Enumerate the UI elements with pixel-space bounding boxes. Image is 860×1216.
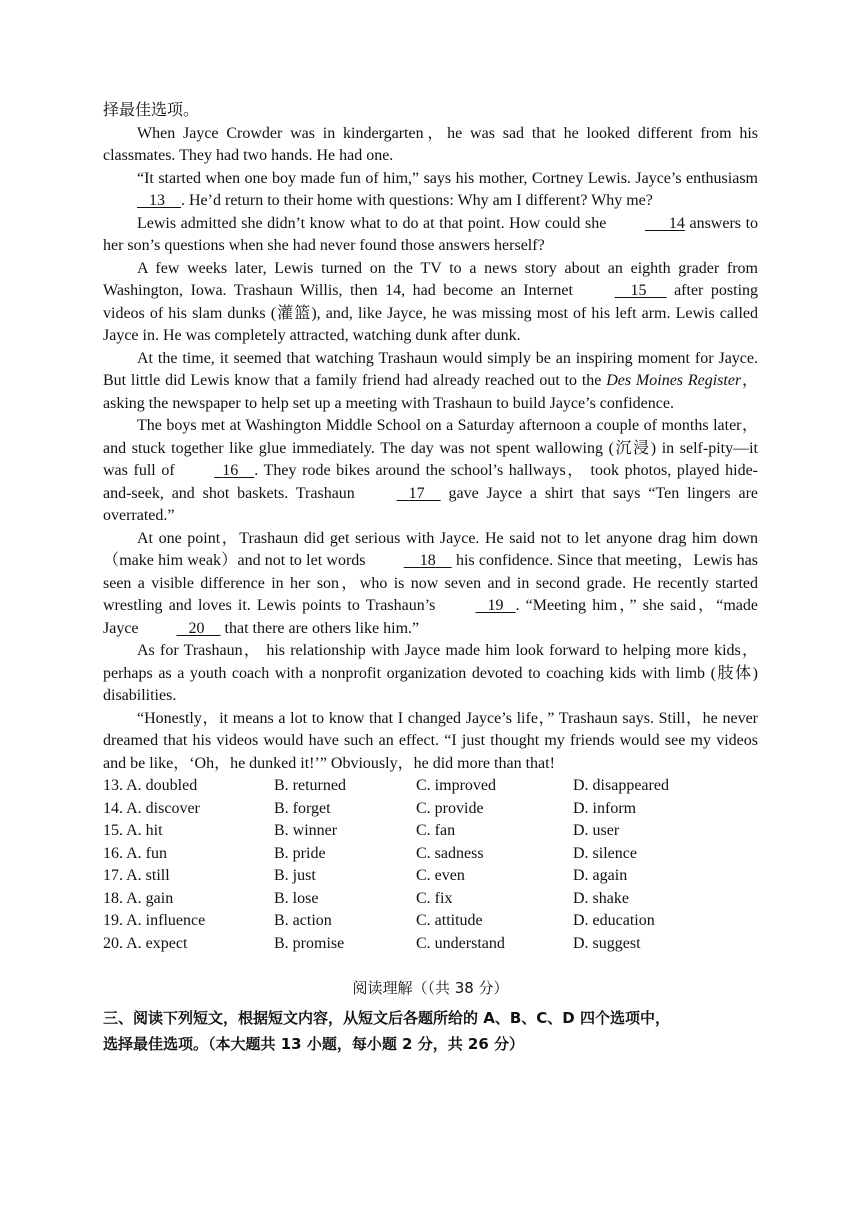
- paragraph-5: [103, 348, 758, 416]
- paragraph-4: [103, 258, 758, 348]
- option-c: C. understand: [416, 934, 505, 952]
- option-row-16: [103, 843, 758, 866]
- option-a: 18. A. gain: [103, 889, 174, 907]
- options-list: [103, 775, 758, 955]
- option-c: C. even: [416, 867, 465, 884]
- paragraph-8: As for Trashaun， his relationship with Jayce made him look forward to helping more kids，perhaps as a youth coach with a nonprofit organization devoted to coaching kids with limb (肢体) disabilities.: [103, 642, 758, 704]
- intro-fragment: 择最佳选项。: [103, 102, 200, 119]
- option-a: 16. A. fun: [103, 844, 167, 862]
- option-row-18: [103, 888, 758, 911]
- option-row-14: [103, 798, 758, 821]
- option-a: 17. A. still: [103, 867, 170, 884]
- text: The boys met at Washington Middle School on a Saturday afternoon a couple of months later， and stuck together like glue immediately. The day was not spent wallowing (沉浸) in self-pity—it was full of: [103, 417, 758, 479]
- option-c: C. attitude: [416, 912, 483, 929]
- blank-18: 18: [419, 552, 436, 569]
- section-title: 阅读理解（（共 38 分）: [352, 979, 509, 997]
- option-b: B. action: [274, 912, 332, 929]
- option-b: B. promise: [274, 934, 345, 952]
- paragraph-3: [103, 213, 758, 258]
- option-c: C. provide: [416, 799, 484, 817]
- option-a: 13. A. doubled: [103, 777, 198, 794]
- option-b: B. returned: [274, 777, 346, 794]
- option-c: C. fix: [416, 889, 453, 907]
- paragraph-7: [103, 528, 758, 641]
- paragraph-6: [103, 415, 758, 528]
- newspaper-title: Des Moines Register: [606, 372, 742, 389]
- option-c: C. fan: [416, 822, 456, 839]
- option-d: D. suggest: [573, 934, 641, 952]
- option-d: D. user: [573, 822, 620, 839]
- text: ， asking the newspaper to help set up a meeting with Trashaun to build Jayce’s confidence.: [103, 372, 759, 412]
- option-d: D. education: [573, 912, 655, 929]
- text: “It started when one boy made fun of him,” says his mother, Cortney Lewis. Jayce’s enthusiasm: [137, 169, 758, 187]
- blank-13: 13: [149, 192, 165, 209]
- text: . “Meeting him，” she said，“made Jayce: [103, 597, 758, 637]
- option-d: D. shake: [573, 889, 629, 907]
- document-page: [103, 100, 758, 1057]
- text: . He’d return to their home with questions: Why am I different? Why me?: [181, 192, 653, 209]
- option-b: B. just: [274, 867, 316, 884]
- option-c: C. sadness: [416, 844, 484, 862]
- option-row-13: [103, 775, 758, 798]
- blank-20: 20: [188, 619, 205, 637]
- blank-15: 15: [630, 282, 647, 299]
- paragraph-1: When Jayce Crowder was in kindergarten，he was sad that he looked different from his classmates. They had two hands. He had one.: [103, 124, 758, 164]
- paragraph-2: [103, 168, 758, 213]
- text: At the time, it seemed that watching Trashaun would simply be an inspiring moment for Jayce. But little did Lewis know that a family friend had already reached out to the: [103, 349, 758, 389]
- option-row-19: [103, 910, 758, 933]
- blank-19: 19: [487, 597, 504, 614]
- blank-17: 17: [408, 484, 425, 502]
- blank-16: 16: [222, 462, 239, 479]
- instructions-line-1: 三、阅读下列短文，根据短文内容，从短文后各题所给的 A、B、C、D 四个选项中，: [103, 1009, 670, 1027]
- text: At one point，Trashaun did get serious with Jayce. He said not to let anyone drag him down（make him weak）and not to let words: [103, 529, 758, 569]
- option-b: B. winner: [274, 822, 338, 839]
- option-a: 20. A. expect: [103, 934, 188, 952]
- instructions: [103, 1005, 758, 1057]
- option-a: 15. A. hit: [103, 822, 163, 839]
- blank-14: 14: [668, 214, 685, 232]
- option-row-15: [103, 820, 758, 843]
- option-d: D. inform: [573, 799, 637, 817]
- option-c: C. improved: [416, 777, 496, 794]
- text: A few weeks later, Lewis turned on the TV to a news story about an eighth grader from Washington, Iowa. Trashaun Willis, then 14, had become an Internet: [103, 259, 758, 299]
- text: answers to her son’s questions when she had never found those answers herself?: [103, 214, 759, 254]
- text: gave Jayce a shirt that says “Ten lingers are overrated.”: [103, 484, 758, 524]
- option-b: B. pride: [274, 844, 326, 862]
- option-row-20: [103, 933, 758, 956]
- text: . They rode bikes around the school’s hallways， took photos, played hide-and-seek, and shot baskets. Trashaun: [103, 462, 759, 502]
- text: Lewis admitted she didn’t know what to do at that point. How could she: [137, 214, 607, 232]
- option-a: 19. A. influence: [103, 912, 206, 929]
- text: his confidence. Since that meeting，Lewis has seen a visible difference in her son，who is now seven and in second grade. He recently started wrestling and loves it. Lewis points to Trashaun’s: [103, 552, 758, 614]
- instructions-line-2: 选择最佳选项。（本大题共 13 小题，每小题 2 分，共 26 分）: [103, 1035, 525, 1053]
- option-d: D. silence: [573, 844, 637, 862]
- option-row-17: [103, 865, 758, 888]
- paragraph-9: “Honestly，it means a lot to know that I changed Jayce’s life，” Trashaun says. Still，he never dreamed that his videos would have such an effect. “I just thought my friends would see my videos and be like，‘Oh，he dunked it!’” Obviously，he did more than that!: [103, 709, 758, 772]
- option-b: B. forget: [274, 799, 331, 817]
- option-d: D. again: [573, 867, 628, 884]
- text: that there are others like him.”: [224, 619, 420, 637]
- option-b: B. lose: [274, 889, 319, 907]
- text: after posting videos of his slam dunks (灌篮), and, like Jayce, he was missing most of his left arm. Lewis called Jayce in. He was completely attracted, watching dunk after dunk.: [103, 282, 759, 344]
- option-a: 14. A. discover: [103, 799, 200, 817]
- option-d: D. disappeared: [573, 777, 669, 794]
